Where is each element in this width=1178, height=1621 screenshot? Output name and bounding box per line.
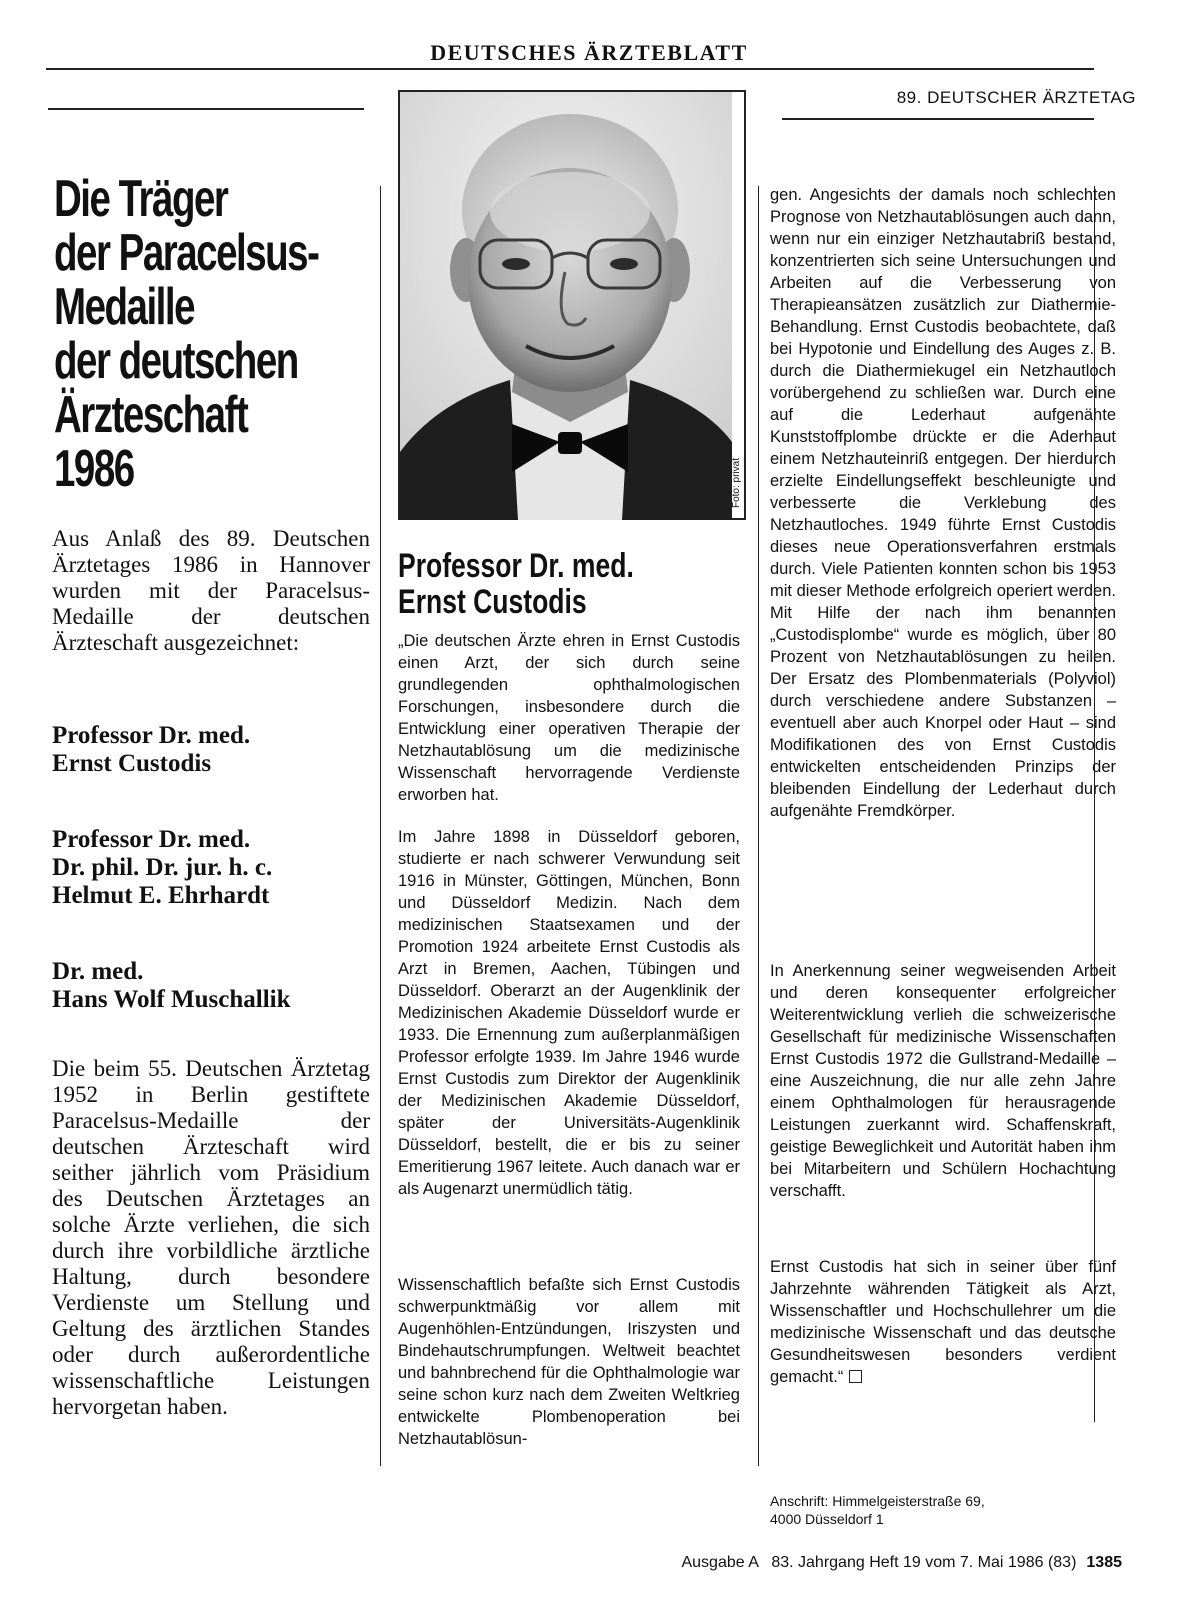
address-line: 4000 Düsseldorf 1 xyxy=(770,1511,884,1527)
laureate-line: Helmut E. Ehrhardt xyxy=(52,882,270,909)
headline-line: der deutschen xyxy=(54,332,298,390)
masthead-rule xyxy=(46,68,1094,70)
address xyxy=(770,1492,1116,1528)
middle-paragraph-1: „Die deutschen Ärzte ehren in Ernst Custodis einen Arzt, der sich durch seine grundlegenden ophthalmologischen Forschungen, insbesondere durch die Entwicklung einer operativen Therapie der Netzhautablösung um die medizinische Wissenschaft hervorragende Verdienste erworben hat. xyxy=(398,632,740,804)
portrait-illustration xyxy=(400,92,732,520)
laureate-line: Professor Dr. med. xyxy=(52,826,251,853)
address-line: Anschrift: Himmelgeisterstraße 69, xyxy=(770,1493,985,1509)
laureate-line: Dr. phil. Dr. jur. h. c. xyxy=(52,854,273,881)
headline-line: Medaille xyxy=(54,278,194,336)
headline-line: 1986 xyxy=(54,440,134,498)
laureate-line: Hans Wolf Muschallik xyxy=(52,986,291,1013)
masthead: DEUTSCHES ÄRZTEBLATT xyxy=(430,40,748,65)
photo-credit: Foto: privat xyxy=(731,457,742,508)
right-paragraph-2: In Anerkennung seiner wegweisenden Arbeit und deren konsequenter erfolgreicher Weiterentwicklung verlieh die schweizerische Gesellschaft für medizinische Wissenschaften Ernst Custodis 1972 die Gullstrand-Medaille – eine Auszeichnung, die nur alle zehn Jahre einem Ophthalmologen für herausragende Leistungen zuerkannt wird. Schaffenskraft, geistige Beweglichkeit und Autorität haben ihm bei Mitarbeitern und Schülern Hochachtung verschafft. xyxy=(770,962,1116,1200)
column-divider-right xyxy=(758,186,759,1466)
article-title xyxy=(398,548,663,620)
middle-paragraph-2: Im Jahre 1898 in Düsseldorf geboren, studierte er nach schwerer Verwundung seit 1916 in Münster, Göttingen, München, Bonn und Düsseldorf Medizin. Nach dem medizinischen Staatsexamen und der Promotion 1924 arbeitete Ernst Custodis als Arzt in Bremen, Aachen, Tübingen und Düsseldorf. Oberarzt an der Augenklinik der Medizinischen Akademie Düsseldorf wurde er 1933. Die Ernennung zum außerplanmäßigen Professor erfolgte 1939. Im Jahre 1946 wurde Ernst Custodis zum Direktor der Augenklinik der Medizinischen Akademie Düsseldorf, später der Universitäts-Augenklinik Düsseldorf, bestellt, die er bis zu seiner Emeritierung 1967 leitete. Auch danach war er als Augenarzt unermüdlich tätig. xyxy=(398,828,740,1198)
history-paragraph: Die beim 55. Deutschen Ärztetag 1952 in Berlin gestiftete Paracelsus-Medaille der deutschen Ärzteschaft wird seither jährlich vom Präsidium des Deutschen Ärztetages an solche Ärzte verliehen, die sich durch ihre vorbildliche ärztliche Haltung, durch besondere Verdienste um Stellung und Geltung des ärztlichen Standes oder durch außerordentliche wissenschaftliche Leistungen hervorgetan haben. xyxy=(52,1056,370,1419)
headline-line: Ärzteschaft xyxy=(54,386,248,444)
laureate-line: Ernst Custodis xyxy=(52,750,212,777)
headline-line: der Paracelsus- xyxy=(54,224,319,282)
end-of-article-mark xyxy=(849,1370,862,1383)
article-title-line: Ernst Custodis xyxy=(398,583,587,621)
page-number: 1385 xyxy=(1086,1554,1122,1571)
right-paragraph-3 xyxy=(770,1256,1116,1388)
portrait-photo xyxy=(398,90,746,520)
section-label: 89. DEUTSCHER ÄRZTETAG xyxy=(896,88,1136,107)
right-paragraph-1: gen. Angesichts der damals noch schlechten Prognose von Netzhautablösungen auch dann, wenn nur ein einziger Netzhautabriß bestand, konzentrierten sich seine Untersuchungen und Arbeiten auf die Verbesserung von Therapieansätzen zusätzlich zur Diathermie-Behandlung. Ernst Custodis beobachtete, daß bei Hypotonie und Eindellung des Auges z. B. durch die Diathermiekugel ein Netzhautloch vorübergehend zu schließen war. Durch eine auf die Lederhaut aufgenähte Kunststoffplombe drückte er die Aderhaut einem Netzhauteinriß entgegen. Der hierdurch erzielte Eindellungseffekt beschleunigte und verbesserte die Verklebung des Netzhautloches. 1949 führte Ernst Custodis dieses neue Operationsverfahren erstmals durch. Viele Patienten konnten schon bis 1953 mit dieser Methode erfolgreich operiert werden. Mit Hilfe der nach ihm benannten „Custodisplombe“ wurde es möglich, über 80 Prozent von Netzhautablösungen zu heilen. Der Ersatz des Plombenmaterials (Polyviol) durch verschiedene andere Substanzen – eventuell aber auch Knorpel oder Haut – sind Modifikationen des von Ernst Custodis entwickelten entscheidenden Prinzips der bleibenden Eindellung der Lederhaut durch aufgenähte Fremdkörper. xyxy=(770,186,1116,820)
right-top-rule xyxy=(782,118,1094,120)
laureate-muschallik xyxy=(52,958,370,1014)
issue-info: Ausgabe A 83. Jahrgang Heft 19 vom 7. Mai 1986 (83) xyxy=(681,1554,1077,1571)
article-title-line: Professor Dr. med. xyxy=(398,547,634,585)
laureate-custodis xyxy=(52,722,370,778)
left-top-rule xyxy=(48,108,364,110)
laureate-ehrhardt xyxy=(52,826,370,910)
headline-line: Die Träger xyxy=(54,170,228,228)
laureate-line: Dr. med. xyxy=(52,958,144,985)
closing-paragraph-text: Ernst Custodis hat sich in seiner über fünf Jahrzehnte währenden Tätigkeit als Arzt, Wissenschaftler und Hochschullehrer um die medizinische Wissenschaft und das deutsche Gesundheitswesen besonders verdient gemacht.“ xyxy=(770,1258,1116,1386)
headline xyxy=(54,170,319,498)
middle-paragraph-3: Wissenschaftlich befaßte sich Ernst Custodis schwerpunktmäßig vor allem mit Augenhöhlen-Entzündungen, Iriszysten und Bindehautschrumpfungen. Weltweit beachtet und bahnbrechend für die Ophthalmologie war seine schon kurz nach dem Zweiten Weltkrieg entwickelte Plombenoperation bei Netzhautablösun- xyxy=(398,1276,740,1448)
laureate-line: Professor Dr. med. xyxy=(52,722,251,749)
page-footer xyxy=(681,1554,1122,1572)
column-divider-left xyxy=(380,186,381,1466)
intro-paragraph: Aus Anlaß des 89. Deutschen Ärztetages 1986 in Hannover wurden mit der Paracelsus-Medaille der deutschen Ärzteschaft ausgezeichnet: xyxy=(52,526,370,655)
